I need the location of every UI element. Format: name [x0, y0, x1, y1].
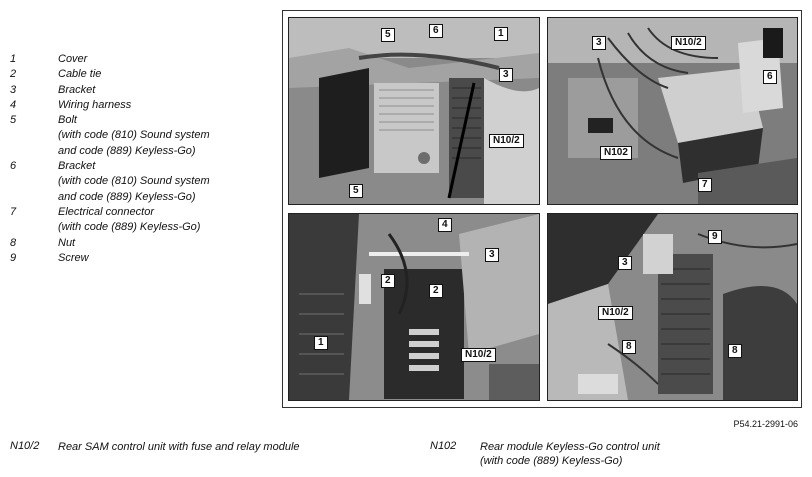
- photo-top-right: [547, 17, 798, 205]
- callout-label: N10/2: [461, 348, 496, 362]
- legend-item: [10, 236, 280, 251]
- callout-label: 4: [438, 218, 452, 232]
- legend-item: [10, 113, 280, 128]
- legend-number: 7: [10, 205, 17, 218]
- footer-description: (with code (889) Keyless-Go): [480, 455, 623, 467]
- legend-number: 6: [10, 160, 17, 173]
- legend-text: Bracket: [58, 83, 96, 96]
- callout-label: 2: [429, 284, 443, 298]
- legend-text: Wiring harness: [58, 98, 132, 111]
- legend-item-continued: [10, 144, 280, 159]
- photo-bottom-right: [547, 213, 798, 401]
- legend-number: 4: [10, 98, 17, 111]
- callout-label: 3: [485, 248, 499, 262]
- legend-number: 5: [10, 114, 17, 127]
- legend-text: Cable tie: [58, 68, 102, 81]
- callout-label: 6: [763, 70, 777, 84]
- legend-item: [10, 98, 280, 113]
- legend-item: [10, 205, 280, 220]
- legend-number: 9: [10, 251, 17, 264]
- legend-text: (with code (810) Sound system: [58, 129, 210, 142]
- callout-label: 5: [349, 184, 363, 198]
- photo-bottom-left-image: [289, 214, 539, 400]
- photo-top-left-image: [289, 18, 539, 204]
- figure-id: P54.21-2991-06: [733, 419, 798, 429]
- legend-text: and code (889) Keyless-Go): [58, 144, 196, 157]
- legend-number: 2: [10, 68, 17, 81]
- callout-label: 6: [429, 24, 443, 38]
- callout-label: N102: [600, 146, 632, 160]
- legend-item-continued: [10, 190, 280, 205]
- footer-description: Rear SAM control unit with fuse and relay module: [58, 441, 300, 453]
- legend-item: [10, 67, 280, 82]
- footer-code: N102: [430, 440, 457, 452]
- callout-label: N10/2: [489, 134, 524, 148]
- callout-label: 9: [708, 230, 722, 244]
- footer-description: Rear module Keyless-Go control unit: [480, 441, 660, 453]
- photo-top-left: [288, 17, 540, 205]
- callout-label: N10/2: [598, 306, 633, 320]
- callout-label: 7: [698, 178, 712, 192]
- legend-item: [10, 159, 280, 174]
- footer-code: N10/2: [10, 440, 40, 452]
- legend-item-continued: [10, 220, 280, 235]
- callout-label: 1: [494, 27, 508, 41]
- legend-number: 1: [10, 53, 17, 65]
- legend-item-continued: [10, 128, 280, 143]
- legend-item-continued: [10, 174, 280, 189]
- callout-label: 3: [499, 68, 513, 82]
- legend-number: 3: [10, 83, 17, 96]
- legend-text: Electrical connector: [58, 205, 154, 218]
- callout-label: 8: [728, 344, 742, 358]
- legend-item: [10, 83, 280, 98]
- photo-figure: [282, 10, 802, 408]
- callout-label: 1: [314, 336, 328, 350]
- legend-text: Nut: [58, 236, 76, 249]
- photo-bottom-right-image: [548, 214, 797, 400]
- legend-item: [10, 251, 280, 266]
- callout-label: 3: [618, 256, 632, 270]
- legend-text: Bolt: [58, 114, 77, 127]
- callout-label: 8: [622, 340, 636, 354]
- legend-text: Screw: [58, 251, 89, 264]
- legend-text: Bracket: [58, 160, 96, 173]
- callout-label: N10/2: [671, 36, 706, 50]
- callout-label: 2: [381, 274, 395, 288]
- photo-bottom-left: [288, 213, 540, 401]
- parts-legend: [10, 52, 280, 266]
- legend-text: Cover: [58, 53, 88, 65]
- legend-text: (with code (889) Keyless-Go): [58, 221, 201, 234]
- legend-item: [10, 52, 280, 67]
- legend-number: 8: [10, 236, 17, 249]
- legend-text: and code (889) Keyless-Go): [58, 190, 196, 203]
- callout-label: 3: [592, 36, 606, 50]
- callout-label: 5: [381, 28, 395, 42]
- legend-text: (with code (810) Sound system: [58, 175, 210, 188]
